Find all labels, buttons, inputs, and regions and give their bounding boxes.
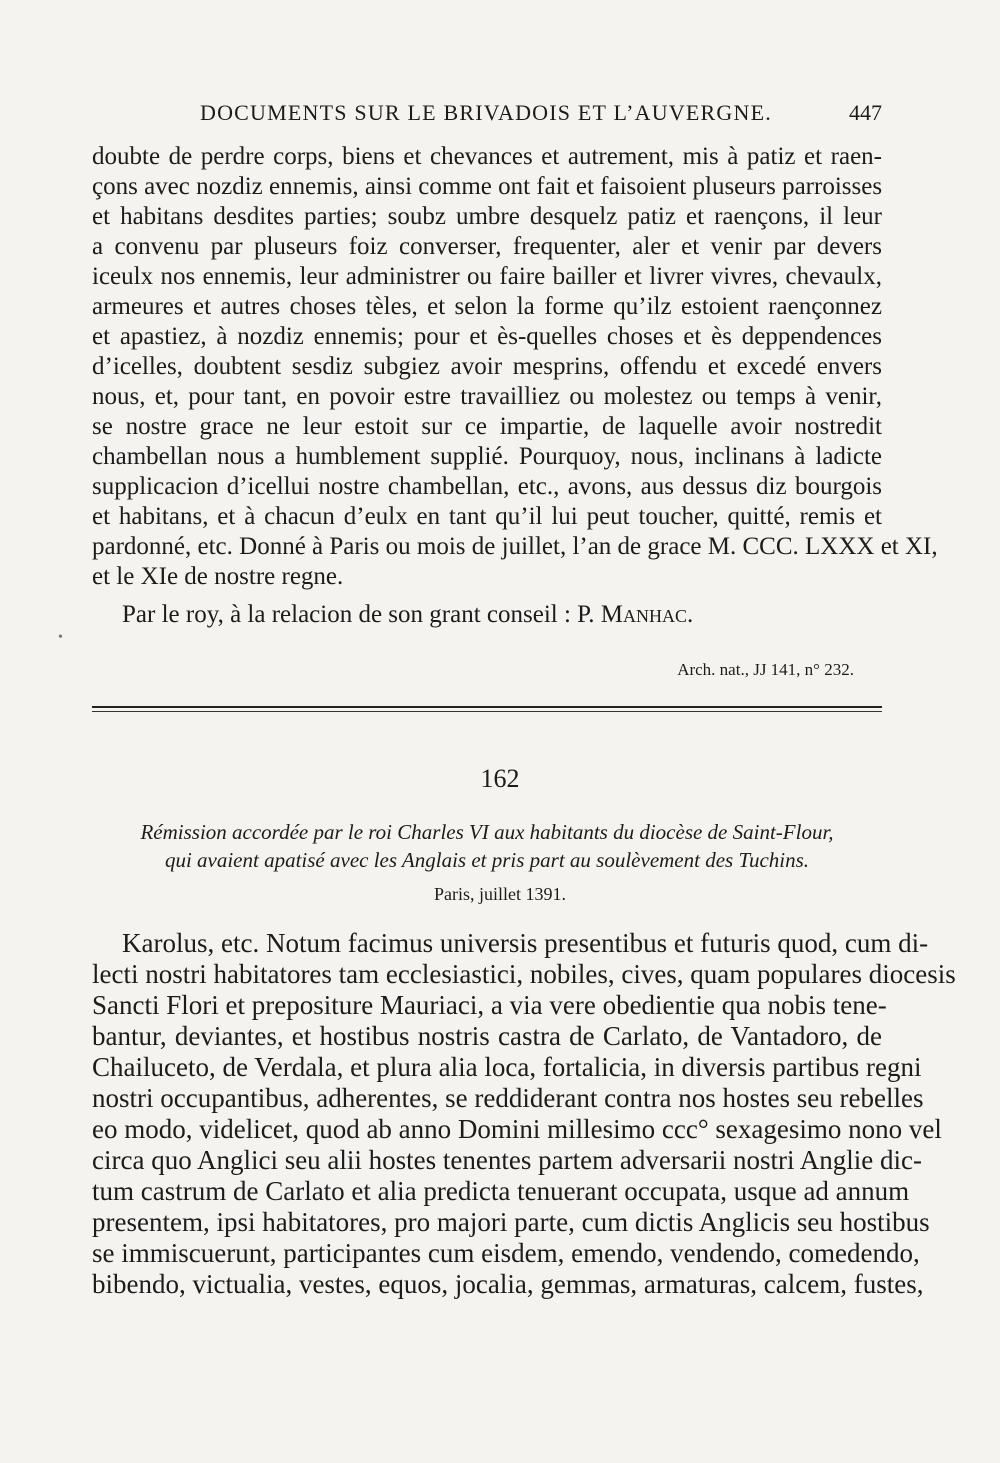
running-head: [92, 100, 882, 132]
french-text-line: a convenu par pluseurs foiz converser, frequenter, aler et venir par devers: [92, 233, 882, 260]
summary-line: Rémission accordée par le roi Charles VI aux habitants du diocèse de Saint-Flour,: [140, 820, 834, 844]
french-text-line: et apastiez, à nozdiz ennemis; pour et ès-quelles choses et ès deppendences: [92, 323, 882, 350]
signature-line: [122, 600, 693, 630]
section-rule: [92, 711, 882, 712]
latin-text-line: presentem, ipsi habitatores, pro majori parte, cum dictis Anglicis seu hostibus: [92, 1207, 930, 1237]
french-text-line: çons avec nozdiz ennemis, ainsi comme ont fait et faisoient pluseurs parroisses: [92, 173, 883, 200]
section-rule: [92, 706, 882, 708]
margin-mark: •: [58, 630, 63, 645]
latin-text-line: lecti nostri habitatores tam ecclesiastici, nobiles, cives, quam populares diocesis: [92, 959, 956, 989]
french-text-line: iceulx nos ennemis, leur administrer ou faire bailler et livrer vivres, chevaulx,: [92, 263, 882, 290]
signature-prefix: Par le roy, à la relacion de son grant conseil : P.: [122, 601, 601, 628]
latin-text-line: bibendo, victualia, vestes, equos, jocalia, gemmas, armaturas, calcem, fustes,: [92, 1269, 924, 1299]
french-text-line: et habitans desdites parties; soubz umbre desquelz patiz et raençons, il leur: [92, 203, 882, 230]
summary-line: qui avaient apatisé avec les Anglais et pris part au soulèvement des Tuchins.: [164, 848, 810, 872]
french-text-line: et habitans, et à chacun d’eulx en tant qu’il lui peut toucher, quitté, remis et: [92, 503, 882, 530]
french-text-line: armeures et autres choses tèles, et selon la forme qu’ilz estoient raençonnez: [92, 293, 882, 320]
signature-suffix: .: [687, 601, 694, 628]
french-text-line: doubte de perdre corps, biens et chevances et autrement, mis à patiz et raen-: [92, 143, 882, 170]
latin-text-line: nostri occupantibus, adherentes, se reddiderant contra nos hostes seu rebelles: [92, 1083, 924, 1113]
french-text-line: supplicacion d’icellui nostre chambellan, etc., avons, aus dessus diz bourgois: [92, 473, 882, 500]
document-number: 162: [480, 764, 520, 793]
latin-text-line: eo modo, videlicet, quod ab anno Domini millesimo ccc° sexagesimo nono vel: [92, 1114, 942, 1144]
french-text-line: se nostre grace ne leur estoit sur ce impartie, de laquelle avoir nostredit: [92, 413, 882, 440]
source-reference: Arch. nat., JJ 141, n° 232.: [677, 660, 854, 679]
french-text-line: d’icelles, doubtent sesdiz subgiez avoir mesprins, offendu et excedé envers: [92, 353, 882, 380]
latin-text-line: bantur, deviantes, et hostibus nostris castra de Carlato, de Vantadoro, de: [92, 1021, 882, 1051]
latin-text-line: Sancti Flori et prepositure Mauriaci, a via vere obedientie qua nobis tene-: [92, 990, 887, 1020]
french-text-line: pardonné, etc. Donné à Paris ou mois de juillet, l’an de grace M. CCC. LXXX et XI,: [92, 533, 938, 560]
french-text-line: nous, et, pour tant, en povoir estre travailliez ou molestez ou temps à venir,: [92, 383, 882, 410]
latin-text-line: Karolus, etc. Notum facimus universis presentibus et futuris quod, cum di-: [122, 928, 929, 958]
page-number: 447: [849, 100, 882, 125]
document-summary: [92, 818, 882, 874]
signature-name: Manhac: [600, 601, 688, 628]
running-title: DOCUMENTS SUR LE BRIVADOIS ET L’AUVERGNE.: [200, 100, 772, 125]
french-text-line: chambellan nous a humblement supplié. Pourquoy, nous, inclinans à ladicte: [92, 443, 882, 470]
french-text-line: et le XIe de nostre regne.: [92, 563, 344, 590]
latin-text-line: circa quo Anglici seu alii hostes tenentes partem adversarii nostri Anglie dic-: [92, 1145, 923, 1175]
latin-text-line: Chailuceto, de Verdala, et plura alia loca, fortalicia, in diversis partibus regni: [92, 1052, 922, 1082]
place-date: Paris, juillet 1391.: [434, 884, 566, 904]
latin-text-line: tum castrum de Carlato et alia predicta tenuerant occupata, usque ad annum: [92, 1176, 910, 1206]
latin-text-line: se immiscuerunt, participantes cum eisdem, emendo, vendendo, comedendo,: [92, 1238, 920, 1268]
